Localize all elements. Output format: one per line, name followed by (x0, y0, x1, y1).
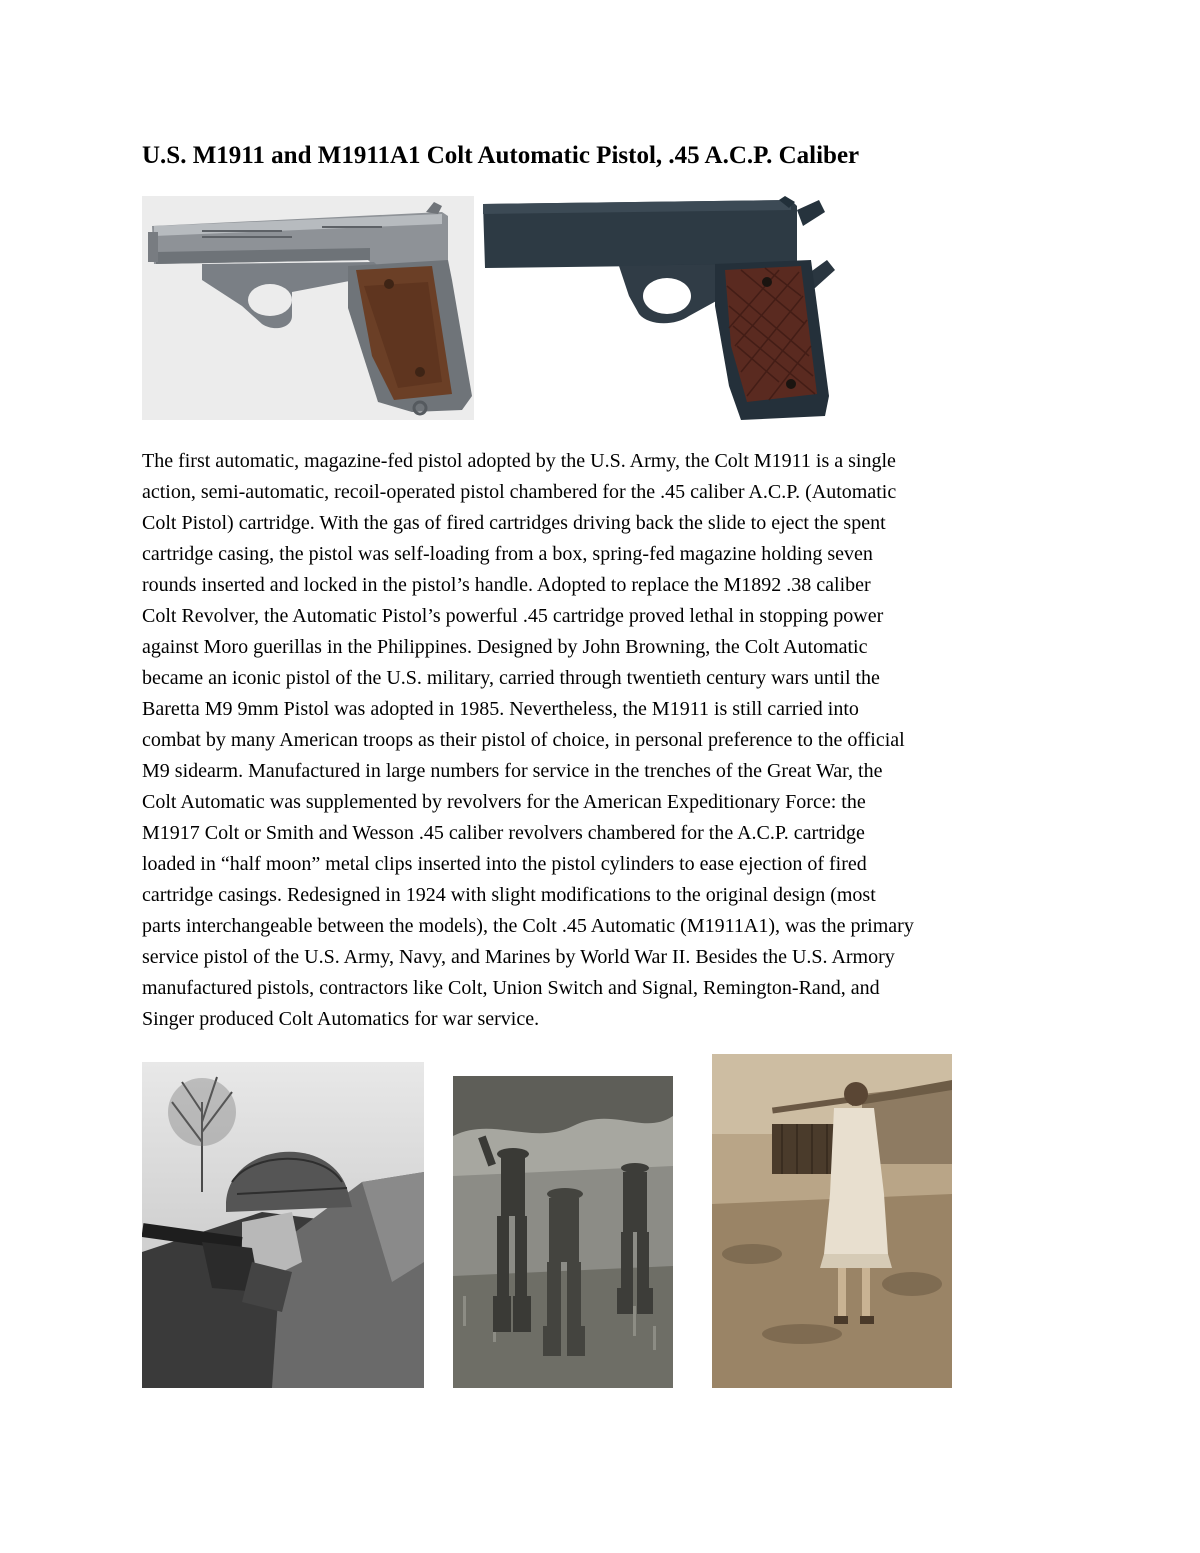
body-line: against Moro guerillas in the Philippines. Designed by John Browning, the Colt Automatic (142, 636, 868, 658)
m1911a1-pistol-photo (479, 196, 835, 420)
soldiers-in-field-photo (453, 1076, 673, 1388)
body-line: Colt Pistol) cartridge. With the gas of fired cartridges driving back the slide to eject the spent (142, 512, 886, 534)
soldier-aiming-pistol-photo (142, 1062, 424, 1388)
body-line: cartridge casing, the pistol was self-loading from a box, spring-fed magazine holding seven (142, 543, 873, 565)
body-line: service pistol of the U.S. Army, Navy, and Marines by World War II. Besides the U.S. Armory (142, 946, 895, 968)
body-line: Colt Automatic was supplemented by revolvers for the American Expeditionary Force: the (142, 791, 866, 813)
body-line: combat by many American troops as their pistol of choice, in personal preference to the official (142, 729, 905, 751)
body-line: Colt Revolver, the Automatic Pistol’s powerful .45 cartridge proved lethal in stopping power (142, 605, 884, 627)
body-line: became an iconic pistol of the U.S. military, carried through twentieth century wars until the (142, 667, 880, 689)
body-line: action, semi-automatic, recoil-operated pistol chambered for the .45 caliber A.C.P. (Automatic (142, 481, 897, 503)
body-line: M9 sidearm. Manufactured in large numbers for service in the trenches of the Great War, the (142, 760, 883, 782)
body-line: The first automatic, magazine-fed pistol adopted by the U.S. Army, the Colt M1911 is a single (142, 450, 896, 472)
body-line: rounds inserted and locked in the pistol’s handle. Adopted to replace the M1892 .38 caliber (142, 574, 871, 596)
body-paragraph (142, 446, 1062, 1035)
m1911-pistol-photo (142, 196, 474, 420)
body-line: M1917 Colt or Smith and Wesson .45 caliber revolvers chambered for the A.C.P. cartridge (142, 822, 865, 844)
body-line: parts interchangeable between the models), the Colt .45 Automatic (M1911A1), was the primary (142, 915, 914, 937)
woman-firing-pistol-photo (712, 1054, 952, 1388)
body-line: Singer produced Colt Automatics for war service. (142, 1008, 540, 1030)
body-line: Baretta M9 9mm Pistol was adopted in 1985. Nevertheless, the M1911 is still carried into (142, 698, 859, 720)
body-line: loaded in “half moon” metal clips inserted into the pistol cylinders to ease ejection of fired (142, 853, 867, 875)
body-line: manufactured pistols, contractors like Colt, Union Switch and Signal, Remington-Rand, and (142, 977, 880, 999)
body-line: cartridge casings. Redesigned in 1924 with slight modifications to the original design (most (142, 884, 876, 906)
page-title: U.S. M1911 and M1911A1 Colt Automatic Pistol, .45 A.C.P. Caliber (142, 142, 860, 169)
